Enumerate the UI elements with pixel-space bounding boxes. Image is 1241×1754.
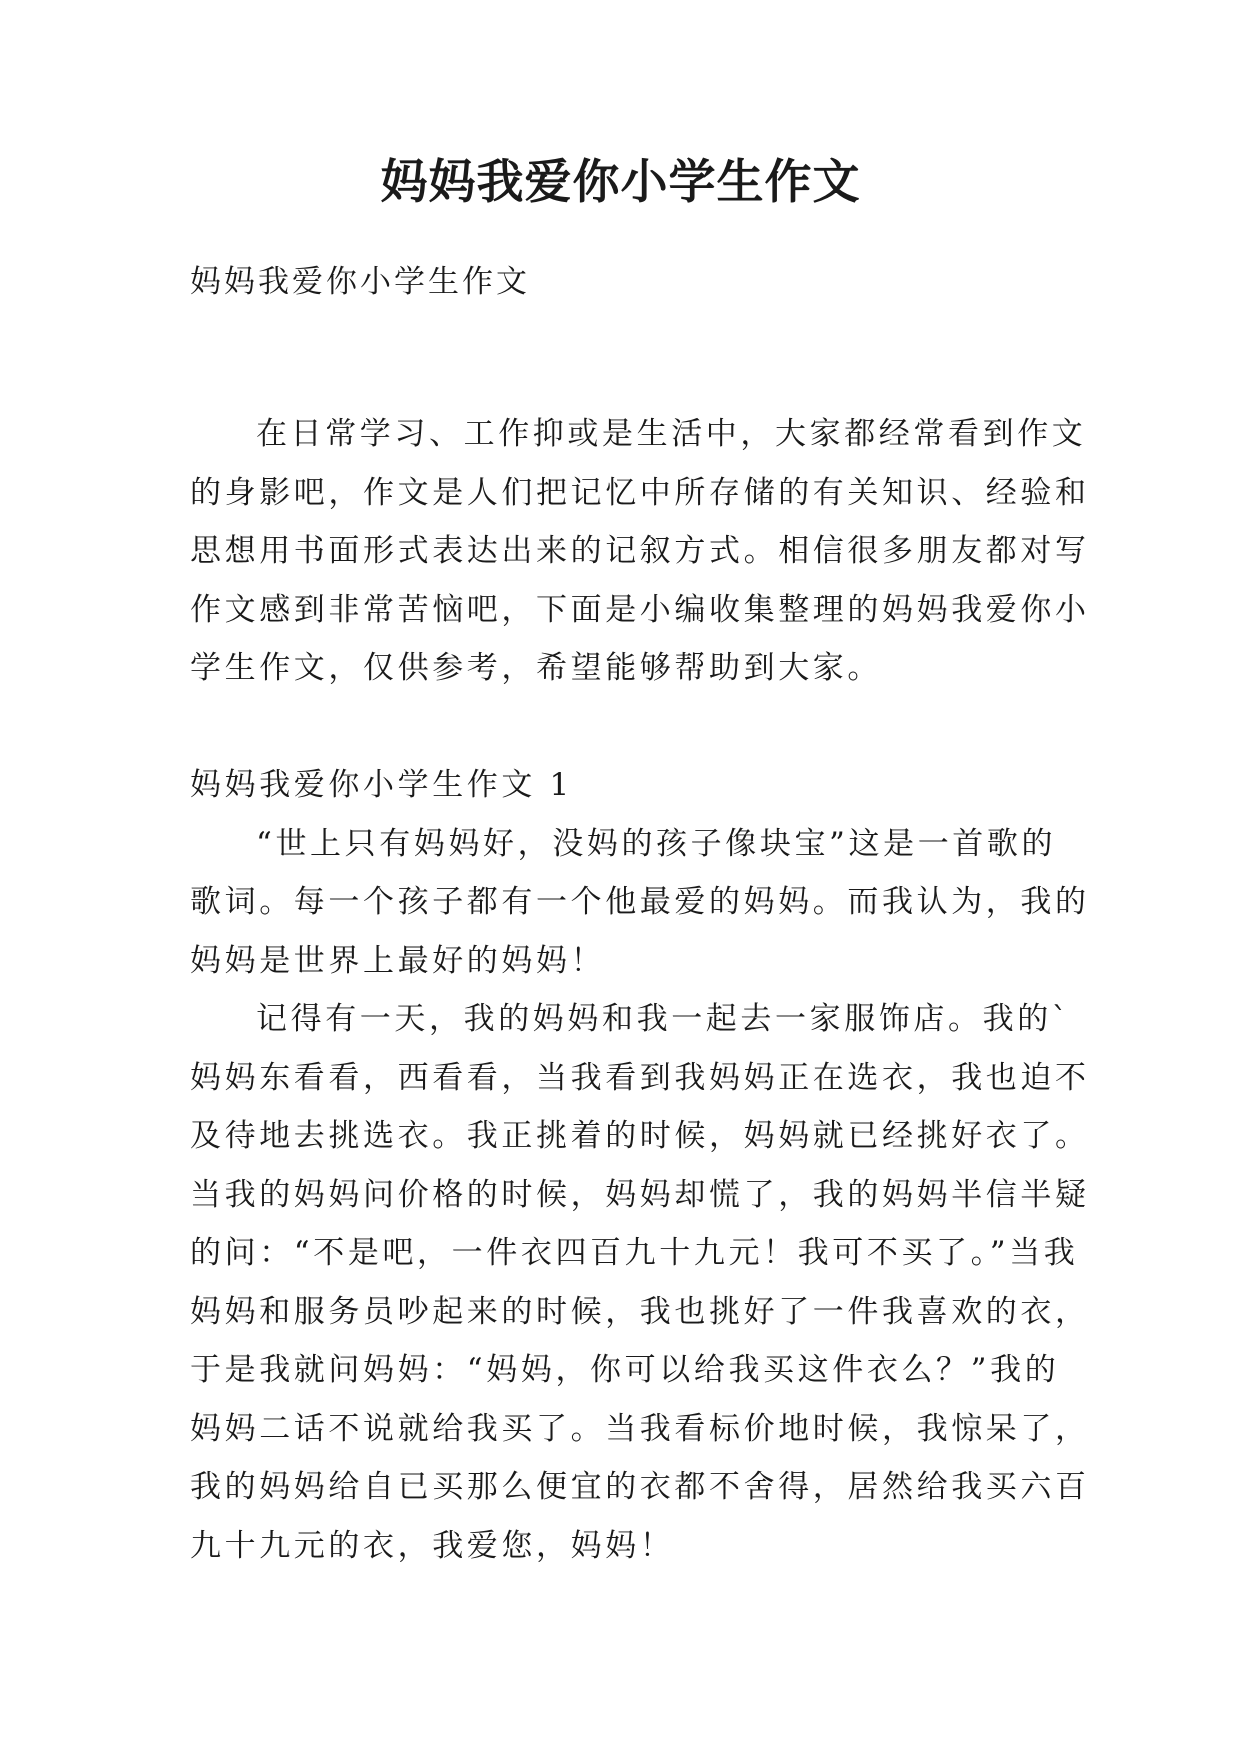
paragraph2-line: 记得有一天，我的妈妈和我一起去一家服饰店。我的` bbox=[256, 1001, 1071, 1037]
paragraph2-line: 九十九元的衣，我爱您，妈妈！ bbox=[190, 1527, 675, 1564]
intro-line: 的身影吧，作文是人们把记忆中所存储的有关知识、经验和 bbox=[190, 474, 1090, 511]
paragraph2-line: 当我的妈妈问价格的时候，妈妈却慌了，我的妈妈半信半疑 bbox=[190, 1176, 1090, 1213]
intro-line: 思想用书面形式表达出来的记叙方式。相信很多朋友都对写 bbox=[190, 533, 1090, 569]
intro-paragraph bbox=[190, 405, 1090, 698]
paragraph2-line: 及待地去挑选衣。我正挑着的时候，妈妈就已经挑好衣了。 bbox=[190, 1118, 1090, 1154]
paragraph1-line: 妈妈是世界上最好的妈妈！ bbox=[190, 942, 606, 979]
section-heading: 妈妈我爱你小学生作文 1 bbox=[190, 767, 573, 803]
intro-line: 作文感到非常苦恼吧，下面是小编收集整理的妈妈我爱你小 bbox=[190, 591, 1090, 628]
document-subtitle: 妈妈我爱你小学生作文 bbox=[190, 264, 530, 300]
intro-line: 学生作文，仅供参考，希望能够帮助到大家。 bbox=[190, 650, 882, 686]
paragraph2-line: 于是我就问妈妈：“妈妈，你可以给我买这件衣么？”我的 bbox=[190, 1352, 1060, 1388]
paragraph1-line: 歌词。每一个孩子都有一个他最爱的妈妈。而我认为，我的 bbox=[190, 884, 1090, 920]
paragraph2-line: 妈妈二话不说就给我买了。当我看标价地时候，我惊呆了， bbox=[190, 1410, 1090, 1447]
paragraph2-line: 的问：“不是吧，一件衣四百九十九元！我可不买了。”当我 bbox=[190, 1235, 1079, 1271]
essay-section-1 bbox=[190, 756, 1090, 1575]
intro-line: 在日常学习、工作抑或是生活中，大家都经常看到作文 bbox=[256, 416, 1087, 452]
paragraph2-line: 妈妈和服务员吵起来的时候，我也挑好了一件我喜欢的衣， bbox=[190, 1293, 1090, 1330]
paragraph2-line: 我的妈妈给自已买那么便宜的衣都不舍得，居然给我买六百 bbox=[190, 1469, 1090, 1505]
document-title: 妈妈我爱你小学生作文 bbox=[380, 155, 861, 210]
paragraph2-line: 妈妈东看看，西看看，当我看到我妈妈正在选衣，我也迫不 bbox=[190, 1059, 1090, 1096]
paragraph1-line: “世上只有妈妈好，没妈的孩子像块宝”这是一首歌的 bbox=[256, 825, 1057, 862]
